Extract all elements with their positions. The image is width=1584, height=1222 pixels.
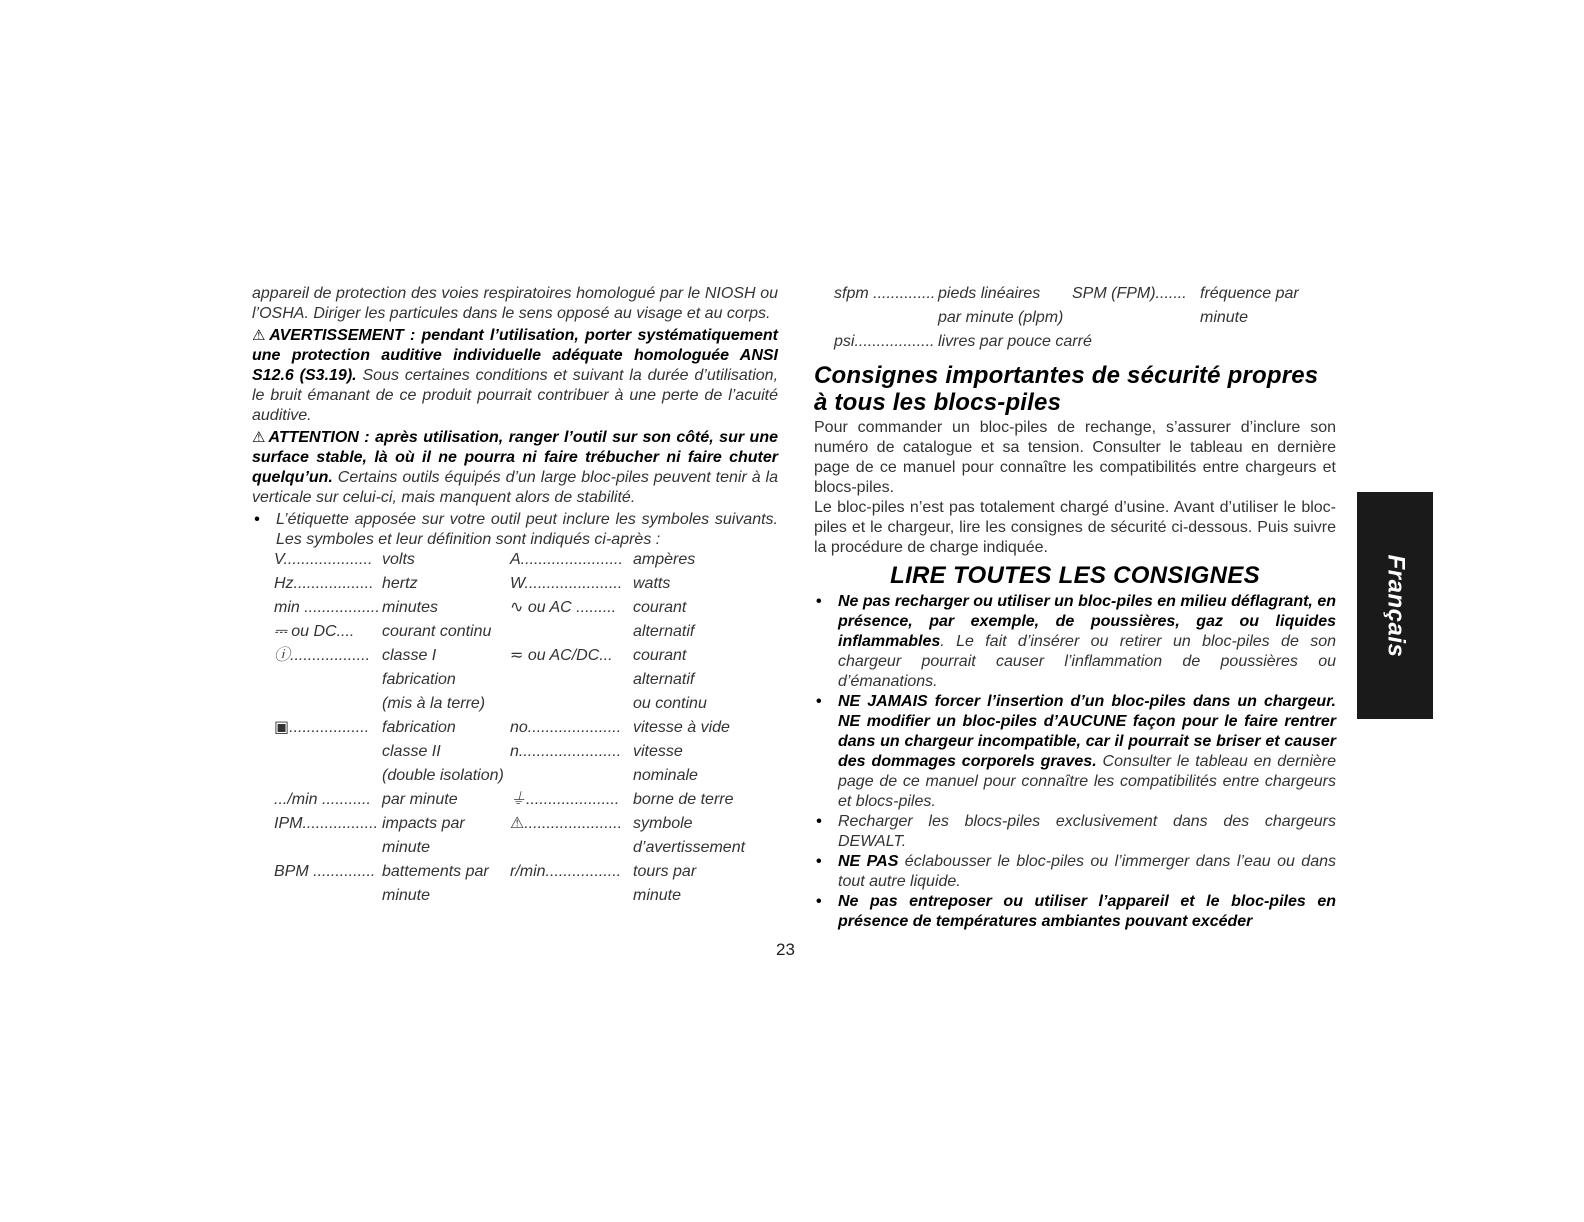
table-cell: ▣.................. bbox=[274, 719, 370, 736]
table-cell: battements par bbox=[382, 863, 489, 880]
table-cell: par minute bbox=[382, 791, 458, 808]
table-cell: vitesse bbox=[633, 743, 683, 760]
table-row bbox=[252, 622, 778, 646]
warning-hearing bbox=[252, 326, 778, 426]
language-tab bbox=[1357, 492, 1433, 719]
table-cell: (double isolation) bbox=[382, 767, 504, 784]
symbols-table bbox=[252, 550, 778, 910]
table-cell: ∿ ou AC ......... bbox=[510, 599, 617, 616]
table-row bbox=[252, 670, 778, 694]
units-table bbox=[814, 284, 1336, 356]
list-item-bold: Ne pas recharger ou utiliser un bloc-piles en milieu déflagrant, en présence, par exemple, de poussières, gaz ou liquides inflammables bbox=[838, 593, 1336, 650]
table-cell: impacts par bbox=[382, 815, 465, 832]
table-row bbox=[814, 332, 1336, 356]
table-row bbox=[252, 742, 778, 766]
table-cell: (mis à la terre) bbox=[382, 695, 486, 712]
table-cell: sfpm .............. bbox=[834, 285, 936, 302]
list-item-text: Recharger les blocs-piles exclusivement dans des chargeurs DEWALT. bbox=[838, 813, 1336, 850]
table-cell: nominale bbox=[633, 767, 698, 784]
intro-paragraph: appareil de protection des voies respiratoires homologué par le NIOSH ou l’OSHA. Diriger les particules dans le sens opposé au visage et au corps. bbox=[252, 285, 778, 322]
table-row bbox=[252, 550, 778, 574]
table-row bbox=[814, 308, 1336, 332]
left-column bbox=[252, 284, 778, 910]
table-cell: ⏚..................... bbox=[510, 791, 620, 808]
table-cell: volts bbox=[382, 551, 415, 568]
caution-storage-text: Certains outils équipés d’un large bloc-piles peuvent tenir à la verticale sur celui-ci, mais manquent alors de stabilité. bbox=[252, 469, 778, 506]
table-cell: ⎓ ou DC.... bbox=[274, 623, 355, 640]
table-cell: ⓘ.................. bbox=[274, 647, 371, 664]
table-cell: .../min ........... bbox=[274, 791, 371, 808]
section-heading: Consignes importantes de sécurité propres à tous les blocs-piles bbox=[814, 362, 1319, 416]
table-cell: minute bbox=[633, 887, 682, 904]
table-cell: SPM (FPM)....... bbox=[1072, 285, 1187, 302]
table-row bbox=[252, 598, 778, 622]
table-cell: psi.................. bbox=[834, 333, 935, 350]
table-cell: Hz.................. bbox=[274, 575, 374, 592]
list-item bbox=[814, 812, 1336, 852]
table-cell: minute bbox=[382, 839, 431, 856]
safety-list bbox=[814, 592, 1336, 932]
table-cell: BPM .............. bbox=[274, 863, 376, 880]
list-item-bold: NE JAMAIS forcer l’insertion d’un bloc-piles dans un chargeur. NE modifier un bloc-piles d’AUCUNE façon pour le faire rentrer dans un chargeur incompatible, car il pourrait se briser et causer des dommages corporels graves. bbox=[838, 693, 1336, 770]
list-item-text: . Le fait d’insérer ou retirer un bloc-piles de son chargeur pourrait causer l’inflammation de poussières ou d’émanations. bbox=[838, 633, 1336, 690]
list-item-text: Consulter le tableau en dernière page de ce manuel pour connaître les compatibilités entre chargeurs et blocs-piles. bbox=[838, 753, 1337, 810]
table-cell: courant bbox=[633, 647, 687, 664]
table-cell: tours par bbox=[633, 863, 697, 880]
table-cell: IPM................. bbox=[274, 815, 379, 832]
table-row bbox=[814, 284, 1336, 308]
table-cell: A....................... bbox=[510, 551, 623, 568]
right-column bbox=[814, 284, 1336, 932]
table-row bbox=[252, 574, 778, 598]
table-cell: alternatif bbox=[633, 671, 695, 688]
table-cell: minutes bbox=[382, 599, 439, 616]
table-cell: borne de terre bbox=[633, 791, 734, 808]
table-row bbox=[252, 862, 778, 886]
read-all-heading: LIRE TOUTES LES CONSIGNES bbox=[890, 562, 1260, 589]
list-item-bold: Ne pas entreposer ou utiliser l’appareil et le bloc-piles en présence de températures ambiantes pouvant excéder bbox=[838, 893, 1336, 930]
language-tab-label: Français bbox=[1382, 554, 1409, 657]
list-item-bold: NE PAS bbox=[838, 853, 899, 870]
warning-icon: ⚠ bbox=[252, 327, 268, 344]
table-cell: min ................. bbox=[274, 599, 380, 616]
table-cell: hertz bbox=[382, 575, 418, 592]
list-item bbox=[814, 592, 1336, 692]
table-row bbox=[252, 790, 778, 814]
warning-icon: ⚠ bbox=[252, 429, 267, 446]
table-cell: n....................... bbox=[510, 743, 622, 760]
table-cell: ampères bbox=[633, 551, 696, 568]
list-item bbox=[814, 692, 1336, 812]
caution-storage bbox=[252, 428, 778, 508]
table-cell: fabrication bbox=[382, 671, 456, 688]
table-cell: classe I bbox=[382, 647, 437, 664]
table-cell: courant continu bbox=[382, 623, 492, 640]
table-cell: ⚠...................... bbox=[510, 815, 623, 832]
table-row bbox=[252, 766, 778, 790]
table-cell: par minute (plpm) bbox=[938, 309, 1064, 326]
table-row bbox=[252, 694, 778, 718]
table-cell: no..................... bbox=[510, 719, 622, 736]
list-item bbox=[814, 892, 1336, 932]
table-cell: ou continu bbox=[633, 695, 707, 712]
list-item-text: éclabousser le bloc-piles ou l’immerger dans l’eau ou dans tout autre liquide. bbox=[838, 853, 1337, 890]
list-item bbox=[814, 852, 1336, 892]
table-cell: classe II bbox=[382, 743, 441, 760]
table-row bbox=[252, 646, 778, 670]
paragraph-order: Pour commander un bloc-piles de rechange, s’assurer d’inclure son numéro de catalogue et sa tension. Consulter le tableau en dernière page de ce manuel pour connaître les compatibilités entre chargeurs et blocs-piles. bbox=[814, 419, 1336, 496]
table-cell: d’avertissement bbox=[633, 839, 746, 856]
paragraph-charge: Le bloc-piles n’est pas totalement chargé d’usine. Avant d’utiliser le bloc-piles et le chargeur, lire les consignes de sécurité ci-dessous. Puis suivre la procédure de charge indiquée. bbox=[814, 499, 1336, 556]
table-cell: livres par pouce carré bbox=[938, 333, 1092, 350]
table-cell: alternatif bbox=[633, 623, 695, 640]
table-cell: fréquence par bbox=[1200, 285, 1299, 302]
table-cell: watts bbox=[633, 575, 671, 592]
table-cell: fabrication bbox=[382, 719, 456, 736]
symbols-intro: • L’étiquette apposée sur votre outil peut inclure les symboles suivants. Les symboles et leur définition sont indiqués ci-après : bbox=[252, 510, 778, 550]
caution-storage-bold: ATTENTION : après utilisation, ranger l’outil sur son côté, sur une surface stable, là où il ne pourra ni faire trébucher ni faire chuter quelqu’un. bbox=[252, 429, 778, 486]
table-cell: W...................... bbox=[510, 575, 623, 592]
table-row bbox=[252, 838, 778, 862]
table-cell: ≂ ou AC/DC... bbox=[510, 647, 613, 664]
table-cell: minute bbox=[1200, 309, 1249, 326]
warning-hearing-text: Sous certaines conditions et suivant la durée d’utilisation, le bruit émanant de ce produit pourrait contribuer à une perte de l’acuité auditive. bbox=[252, 367, 779, 424]
table-cell: r/min................. bbox=[510, 863, 622, 880]
table-cell: pieds linéaires bbox=[938, 285, 1041, 302]
table-cell: minute bbox=[382, 887, 431, 904]
table-row bbox=[252, 718, 778, 742]
table-row bbox=[252, 814, 778, 838]
table-cell: vitesse à vide bbox=[633, 719, 730, 736]
table-cell: courant bbox=[633, 599, 687, 616]
table-row bbox=[252, 886, 778, 910]
warning-hearing-bold: AVERTISSEMENT : pendant l’utilisation, porter systématiquement une protection auditive individuelle adéquate homologuée ANSI S12.6 (S3.19). bbox=[252, 327, 778, 384]
page-number: 23 bbox=[776, 940, 795, 959]
table-cell: V.................... bbox=[274, 551, 373, 568]
table-cell: symbole bbox=[633, 815, 693, 832]
symbols-bullet bbox=[252, 510, 778, 550]
